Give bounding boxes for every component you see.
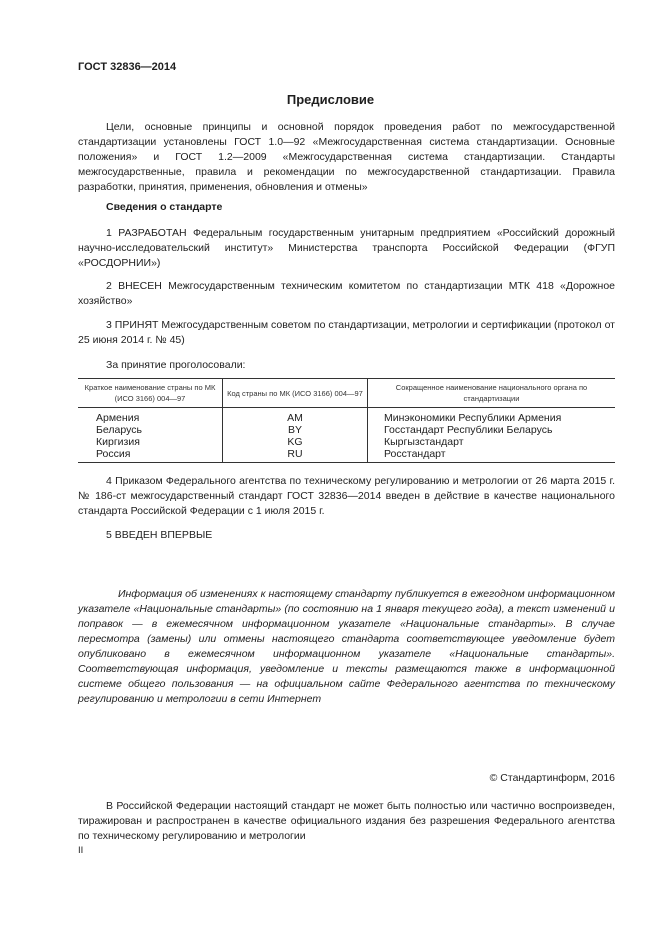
document-id-header: ГОСТ 32836—2014 [78, 61, 177, 73]
page-number: II [78, 845, 84, 856]
intro-paragraph: Цели, основные принципы и основной порядок проведения работ по межгосударственной стандартизации установлены ГОСТ 1.0—92 «Межгосударственная система стандартизации. Основные положения» и ГОСТ 1.2—2009 «Межгосударственная система стандартизации. Стандарты межгосударственные, правила и рекомендации по межгосударственной стандартизации. Правила разработки, принятия, применения, обновления и отмены» [78, 121, 615, 193]
table-row [78, 408, 615, 425]
country-cell: Киргизия [96, 436, 140, 448]
voting-table [78, 378, 615, 463]
table-row [78, 448, 615, 463]
col-header-code: Код страны по МК (ИСО 3166) 004—97 [223, 379, 368, 408]
country-cell: Беларусь [96, 424, 142, 436]
code-cell: KG [223, 436, 368, 448]
code-cell: AM [223, 408, 368, 425]
col-header-body: Сокращенное наименование национального органа по стандартизации [368, 379, 616, 408]
body-cell: Росстандарт [368, 448, 616, 463]
body-cell: Минэкономики Республики Армения [368, 408, 616, 425]
code-cell: RU [223, 448, 368, 463]
code-cell: BY [223, 424, 368, 436]
item-adopted: 3 ПРИНЯТ Межгосударственным советом по стандартизации, метрологии и сертификации (протокол от 25 июня 2014 г. № 45) [78, 319, 615, 346]
col-header-country: Краткое наименование страны по МК (ИСО 3166) 004—97 [78, 379, 223, 408]
voted-label: За принятие проголосовали: [106, 359, 246, 371]
table-row [78, 424, 615, 436]
item-introduced: 5 ВВЕДЕН ВПЕРВЫЕ [106, 529, 213, 541]
info-heading: Сведения о стандарте [106, 201, 223, 213]
item-developed: 1 РАЗРАБОТАН Федеральным государственным унитарным предприятием «Российский дорожный научно-исследовательский институт» Министерства транспорта Российской Федерации (ФГУП «РОСДОРНИИ») [78, 227, 615, 269]
item-submitted: 2 ВНЕСЕН Межгосударственным техническим комитетом по стандартизации МТК 418 «Дорожное хозяйство» [78, 280, 615, 307]
country-cell: Россия [78, 448, 223, 463]
country-cell: Армения [96, 412, 140, 424]
body-cell: Кыргызстандарт [368, 436, 616, 448]
body-cell: Госстандарт Республики Беларусь [368, 424, 616, 436]
table-header-row [78, 379, 615, 408]
copyright-line: © Стандартинформ, 2016 [489, 772, 615, 784]
page-title: Предисловие [286, 92, 375, 107]
reproduction-notice: В Российской Федерации настоящий стандарт не может быть полностью или частично воспроизведен, тиражирован и распространен в качестве официального издания без разрешения Федерального агентства по техническому регулированию и метрологии [78, 800, 615, 842]
amendments-info-notice: Информация об изменениях к настоящему стандарту публикуется в ежегодном информационном указателе «Национальные стандарты» (по состоянию на 1 января текущего года), а текст изменений и поправок — в ежемесячном информационном указателе «Национальные стандарты». В случае пересмотра (замены) или отмены настоящего стандарта соответствующее уведомление будет опубликовано в ежемесячном информационном указателе «Национальные стандарты». Соответствующая информация, уведомление и тексты размещаются также в информационной системе общего пользования — на официальном сайте Федерального агентства по техническому регулированию и метрологии в сети Интернет [78, 588, 615, 705]
table-row [78, 436, 615, 448]
item-enacted: 4 Приказом Федерального агентства по техническому регулированию и метрологии от 26 марта 2015 г. № 186-ст межгосударственный стандарт ГОСТ 32836—2014 введен в действие в качестве национального стандарта Российской Федерации с 1 июля 2015 г. [78, 475, 615, 517]
